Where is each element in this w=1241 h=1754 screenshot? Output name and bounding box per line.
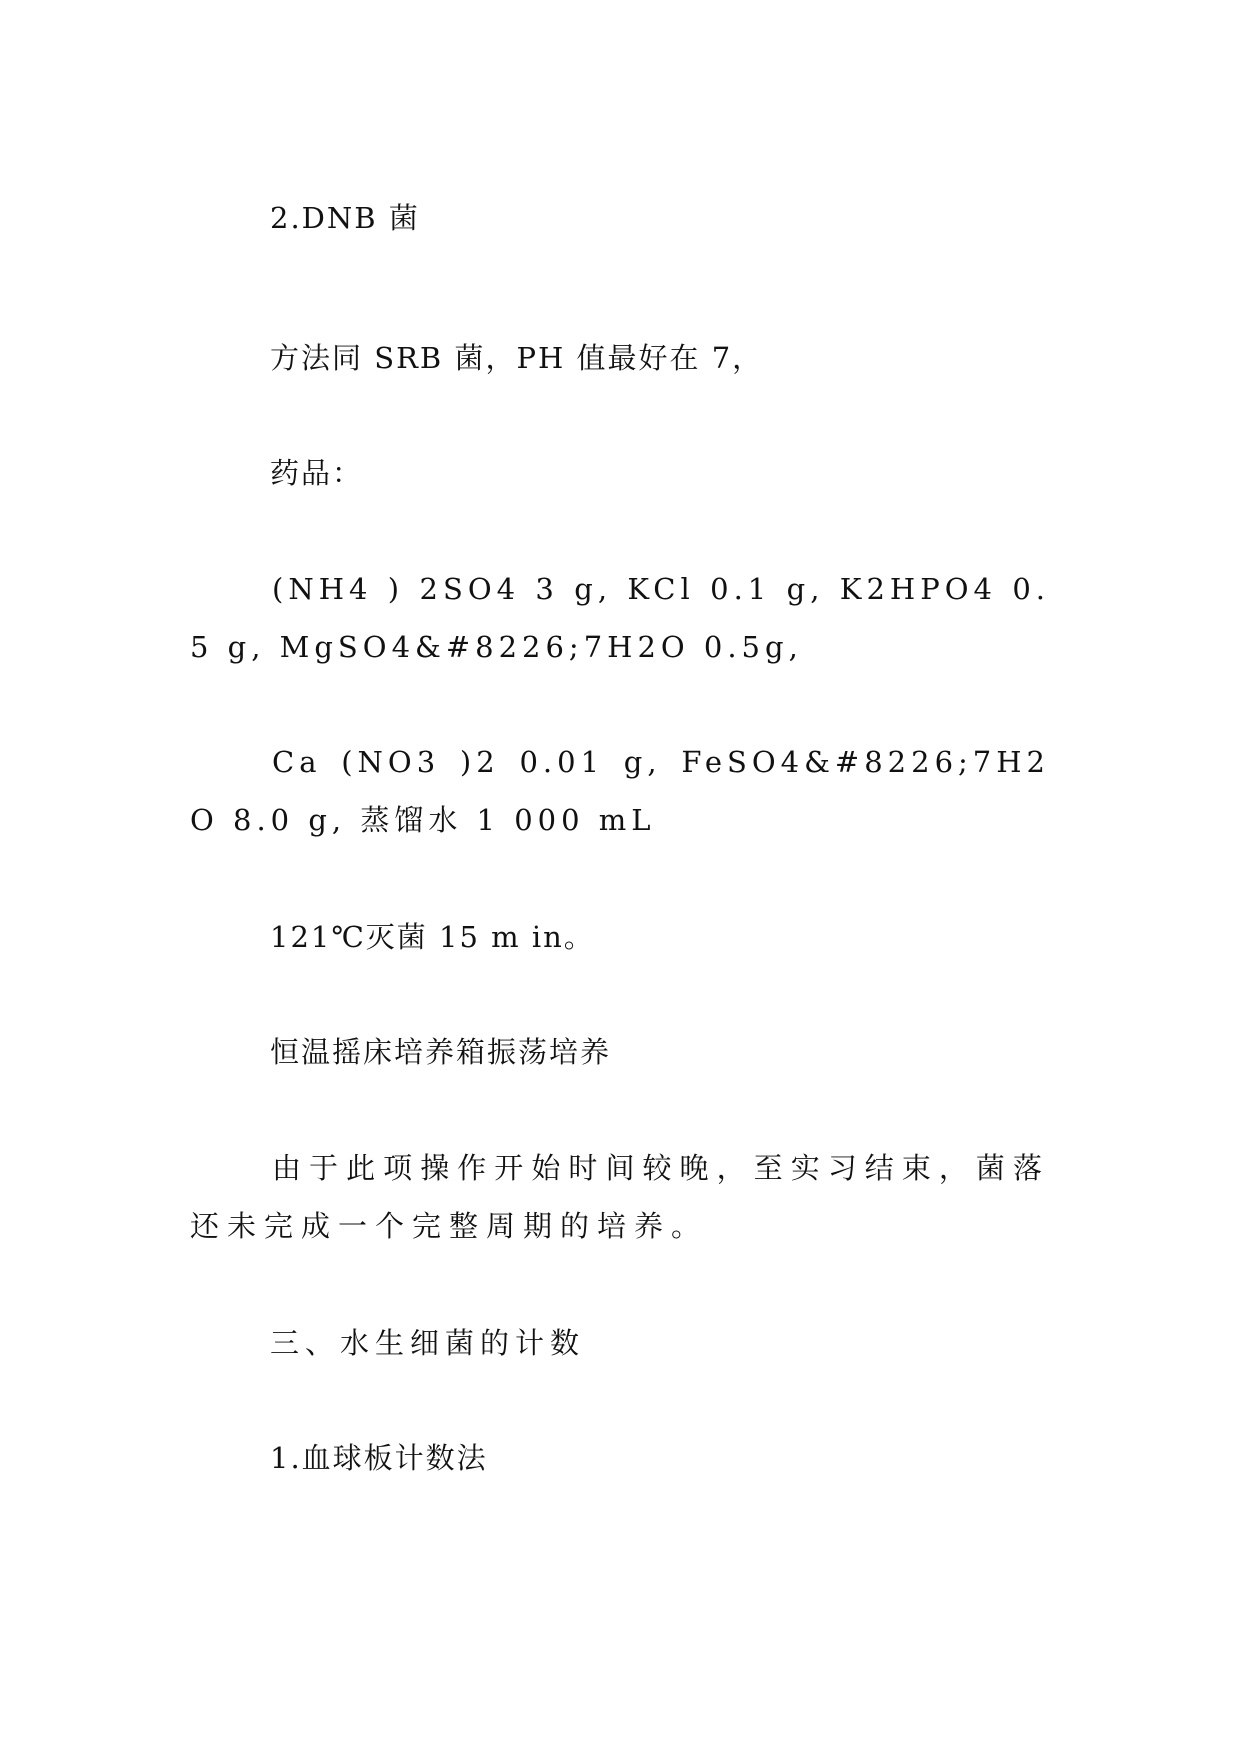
section-heading-three: 三、水生细菌的计数 xyxy=(270,1326,586,1360)
sterilization-step: 121℃灭菌 15 m in。 xyxy=(270,920,595,954)
culture-step: 恒温摇床培养箱振荡培养 xyxy=(270,1035,612,1069)
reagents-label: 药品： xyxy=(270,456,364,490)
note-paragraph: 由于此项操作开始时间较晚，至实习结束，菌落还未完成一个完整周期的培养。 xyxy=(190,1151,1050,1243)
heading-dnb: 2.DNB 菌 xyxy=(270,201,420,235)
reagents-list-1: (NH4 ) 2SO4 3 g, KCl 0.1 g, K2HPO4 0.5 g, MgSO4&#8226;7H2O 0.5g, xyxy=(190,572,1050,664)
method-paragraph: 方法同 SRB 菌，PH 值最好在 7， xyxy=(270,341,764,375)
reagents-list-2: Ca (NO3 )2 0.01 g, FeSO4&#8226;7H2O 8.0 g, 蒸馏水 1 000 mL xyxy=(190,745,1050,837)
subsection-hemocytometer: 1.血球板计数法 xyxy=(270,1441,488,1475)
